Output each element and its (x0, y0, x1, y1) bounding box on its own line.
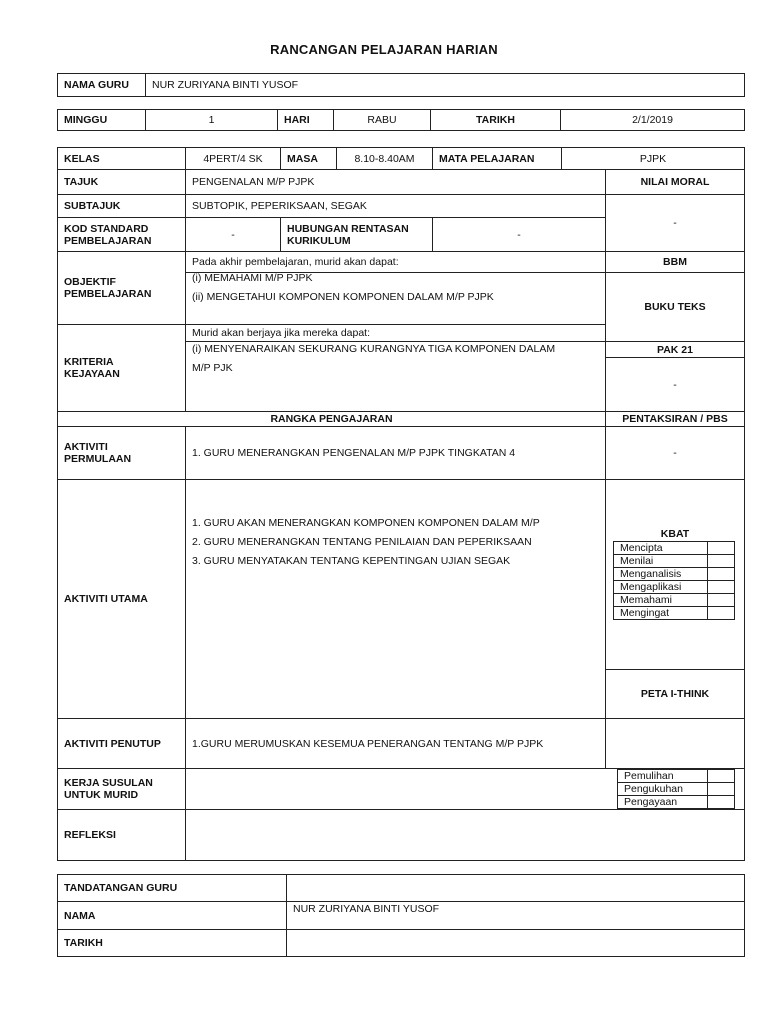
pak21-value: - (605, 357, 745, 412)
kbat-checkbox[interactable] (707, 593, 735, 607)
hari-value: RABU (333, 109, 431, 131)
kerja-susulan-item: Pengukuhan (617, 782, 708, 796)
subtajuk-label: SUBTAJUK (57, 194, 186, 218)
permulaan-label-line1: AKTIVITI (64, 441, 108, 453)
kriteria-label-line2: KEJAYAAN (64, 368, 120, 380)
kbat-checkbox[interactable] (707, 554, 735, 568)
kbat-item: Memahami (613, 593, 708, 607)
kbat-item: Mengingat (613, 606, 708, 620)
kbat-item: Mencipta (613, 541, 708, 555)
pentaksiran-heading: PENTAKSIRAN / PBS (605, 411, 745, 427)
permulaan-pbs-value: - (605, 426, 745, 480)
kbat-item: Menganalisis (613, 567, 708, 581)
aktiviti-permulaan-value: 1. GURU MENERANGKAN PENGENALAN M/P PJPK TINGKATAN 4 (185, 426, 606, 480)
kriteria-kejayaan-label (57, 324, 186, 412)
kod-standard-value: - (185, 217, 281, 252)
aktiviti-penutup-label: AKTIVITI PENUTUP (57, 718, 186, 769)
minggu-value: 1 (145, 109, 278, 131)
kbat-item: Menilai (613, 554, 708, 568)
kerja-susulan-checkbox[interactable] (707, 795, 735, 809)
objektif-label (57, 251, 186, 325)
hubungan-label-line2: KURIKULUM (287, 234, 351, 247)
bbm-label: BBM (605, 251, 745, 273)
kbat-item: Mengaplikasi (613, 580, 708, 594)
masa-value: 8.10-8.40AM (336, 147, 433, 170)
kerja-susulan-checkbox[interactable] (707, 769, 735, 783)
kriteria-label-line1: KRITERIA (64, 356, 114, 368)
kod-standard-label-line2: PEMBELAJARAN (64, 234, 152, 247)
kelas-label: KELAS (57, 147, 186, 170)
kod-standard-label (57, 217, 186, 252)
kerja-label-line2: UNTUK MURID (64, 789, 139, 801)
tarikh-value: 2/1/2019 (560, 109, 745, 131)
objektif-item-1: (i) MEMAHAMI M/P PJPK (192, 272, 313, 284)
kerja-label-line1: KERJA SUSULAN (64, 777, 153, 789)
objektif-label-line2: PEMBELAJARAN (64, 288, 152, 300)
objektif-label-line1: OBJEKTIF (64, 276, 116, 288)
masa-label: MASA (280, 147, 337, 170)
nama-label: NAMA (57, 901, 287, 930)
page-title: RANCANGAN PELAJARAN HARIAN (270, 42, 498, 57)
kbat-checkbox[interactable] (707, 580, 735, 594)
minggu-label: MINGGU (57, 109, 146, 131)
objektif-list (185, 272, 606, 325)
kod-standard-label-line1: KOD STANDARD (64, 222, 149, 235)
kriteria-list (185, 341, 606, 412)
hari-label: HARI (277, 109, 334, 131)
objektif-intro: Pada akhir pembelajaran, murid akan dapat: (185, 251, 606, 273)
aktiviti-utama-item: 2. GURU MENERANGKAN TENTANG PENILAIAN DAN PEPERIKSAAN (192, 536, 532, 548)
nilai-moral-value: - (605, 194, 745, 252)
kerja-susulan-label (57, 768, 186, 810)
rangka-pengajaran-heading: RANGKA PENGAJARAN (57, 411, 606, 427)
mata-pelajaran-label: MATA PELAJARAN (432, 147, 562, 170)
hubungan-label-line1: HUBUNGAN RENTASAN (287, 222, 409, 235)
aktiviti-utama-list (185, 479, 606, 719)
footer-tarikh-value[interactable] (286, 929, 745, 957)
kerja-susulan-checkbox[interactable] (707, 782, 735, 796)
subtajuk-value: SUBTOPIK, PEPERIKSAAN, SEGAK (185, 194, 606, 218)
pak21-label: PAK 21 (605, 341, 745, 358)
permulaan-label-line2: PERMULAAN (64, 453, 132, 465)
peta-ithink-label: PETA I-THINK (605, 669, 745, 719)
kbat-label: KBAT (660, 528, 690, 540)
kerja-susulan-item: Pengayaan (617, 795, 708, 809)
kriteria-item-1a: (i) MENYENARAIKAN SEKURANG KURANGNYA TIGA KOMPONEN DALAM (192, 343, 556, 355)
kelas-value: 4PERT/4 SK (185, 147, 281, 170)
objektif-item-2: (ii) MENGETAHUI KOMPONEN KOMPONEN DALAM M/P PJPK (192, 291, 494, 303)
footer-tarikh-label: TARIKH (57, 929, 287, 957)
nilai-moral-label: NILAI MORAL (605, 169, 745, 195)
hubungan-rentasan-label (280, 217, 433, 252)
bbm-value: BUKU TEKS (605, 272, 745, 342)
kbat-checkbox[interactable] (707, 567, 735, 581)
aktiviti-utama-item: 3. GURU MENYATAKAN TENTANG KEPENTINGAN UJIAN SEGAK (192, 555, 511, 567)
kbat-checkbox[interactable] (707, 541, 735, 555)
kriteria-item-1b: M/P PJK (192, 362, 233, 374)
penutup-pbs-cell (605, 718, 745, 769)
tandatangan-value[interactable] (286, 874, 745, 902)
refleksi-value[interactable] (185, 809, 745, 861)
hubungan-rentasan-value: - (432, 217, 606, 252)
tajuk-label: TAJUK (57, 169, 186, 195)
tarikh-label: TARIKH (430, 109, 561, 131)
aktiviti-penutup-value: 1.GURU MERUMUSKAN KESEMUA PENERANGAN TENTANG M/P PJPK (185, 718, 606, 769)
nama-guru-label: NAMA GURU (57, 73, 146, 97)
nama-guru-value: NUR ZURIYANA BINTI YUSOF (145, 73, 745, 97)
aktiviti-utama-item: 1. GURU AKAN MENERANGKAN KOMPONEN KOMPONEN DALAM M/P (192, 517, 540, 529)
aktiviti-permulaan-label (57, 426, 186, 480)
nama-value: NUR ZURIYANA BINTI YUSOF (286, 901, 745, 930)
kriteria-intro: Murid akan berjaya jika mereka dapat: (185, 324, 606, 342)
tandatangan-label: TANDATANGAN GURU (57, 874, 287, 902)
aktiviti-utama-label: AKTIVITI UTAMA (57, 479, 186, 719)
refleksi-label: REFLEKSI (57, 809, 186, 861)
mata-pelajaran-value: PJPK (561, 147, 745, 170)
tajuk-value: PENGENALAN M/P PJPK (185, 169, 606, 195)
kbat-checkbox[interactable] (707, 606, 735, 620)
kerja-susulan-item: Pemulihan (617, 769, 708, 783)
